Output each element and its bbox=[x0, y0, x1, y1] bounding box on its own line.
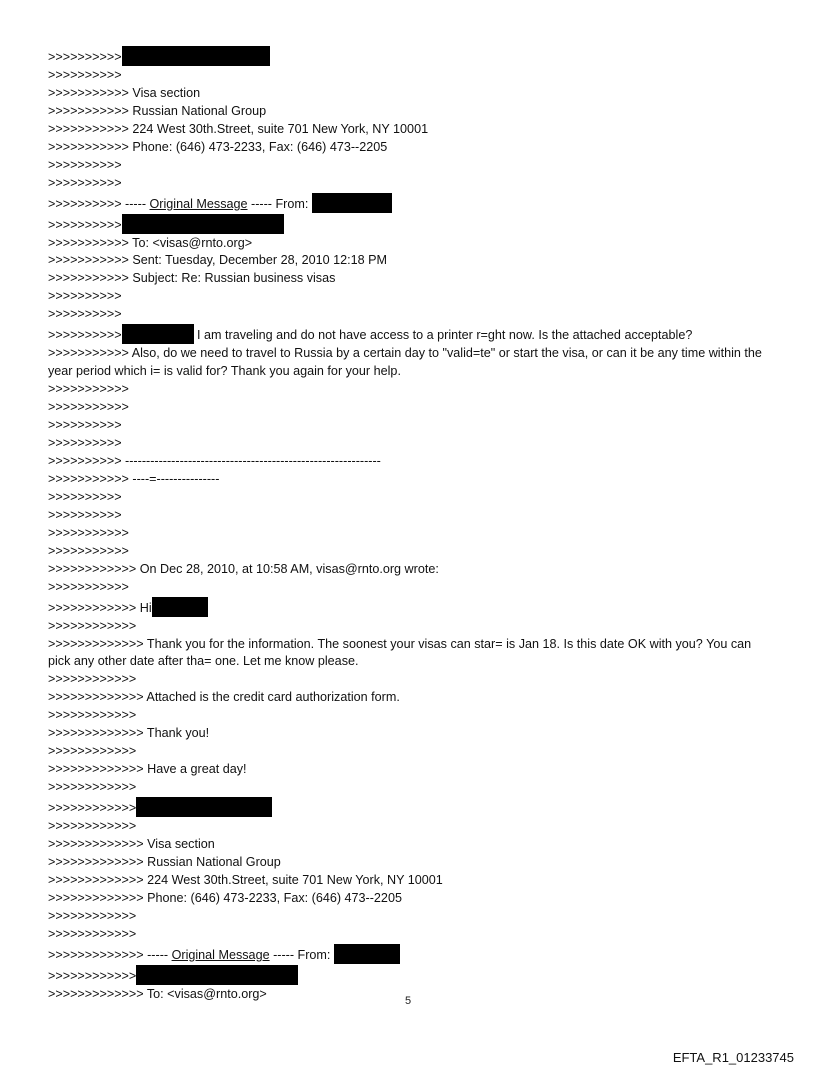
email-line: >>>>>>>>>>>> bbox=[48, 908, 137, 923]
original-message-label: Original Message bbox=[149, 196, 248, 211]
email-line bbox=[48, 944, 768, 965]
email-line bbox=[48, 46, 768, 67]
email-line: >>>>>>>>>>>>> Thank you for the information. The soonest your visas can star= is Jan 18. Is this date OK with you? You can pick any other date after tha= one. Let me know please. bbox=[48, 636, 752, 669]
email-line: >>>>>>>>>>> Phone: (646) 473-2233, Fax: (646) 473--2205 bbox=[48, 139, 388, 154]
redaction-block bbox=[122, 214, 284, 234]
from-label: ----- From: bbox=[247, 196, 312, 211]
email-line: >>>>>>>>>>>>> Thank you! bbox=[48, 726, 210, 741]
email-body bbox=[48, 46, 768, 1004]
greeting: >>>>>>>>>>>> Hi bbox=[48, 600, 152, 615]
email-line bbox=[48, 324, 768, 345]
redaction-block bbox=[136, 965, 298, 985]
email-line: >>>>>>>>>>>>> To: <visas@rnto.org> bbox=[48, 986, 267, 1001]
quote-marker: >>>>>>>>>>>> bbox=[48, 801, 137, 816]
email-line: >>>>>>>>>>> ----=--------------- bbox=[48, 471, 220, 486]
original-message-label: Original Message bbox=[171, 947, 270, 962]
quote-marker: >>>>>>>>>>>> bbox=[48, 968, 137, 983]
email-line: >>>>>>>>>>> bbox=[48, 400, 129, 415]
redaction-block bbox=[136, 797, 272, 817]
email-line: >>>>>>>>>>>>> Phone: (646) 473-2233, Fax: (646) 473--2205 bbox=[48, 890, 402, 905]
email-line: >>>>>>>>>>>>> Attached is the credit card authorization form. bbox=[48, 690, 400, 705]
email-line: >>>>>>>>>> bbox=[48, 157, 122, 172]
email-line: >>>>>>>>>>>> bbox=[48, 926, 137, 941]
email-line bbox=[48, 214, 768, 235]
document-id: EFTA_R1_01233745 bbox=[672, 1050, 794, 1065]
email-line bbox=[48, 797, 768, 818]
email-line: >>>>>>>>>>>>> Have a great day! bbox=[48, 762, 247, 777]
email-line: >>>>>>>>>>>> bbox=[48, 819, 137, 834]
email-line: >>>>>>>>>>> bbox=[48, 579, 129, 594]
email-line: >>>>>>>>>>>> bbox=[48, 708, 137, 723]
email-line: >>>>>>>>>>>> On Dec 28, 2010, at 10:58 AM, visas@rnto.org wrote: bbox=[48, 561, 439, 576]
email-line: >>>>>>>>>>>> bbox=[48, 618, 137, 633]
email-line: >>>>>>>>>>> To: <visas@rnto.org> bbox=[48, 235, 253, 250]
email-text: I am traveling and do not have access to a printer r=ght now. Is the attached acceptable? bbox=[193, 328, 693, 343]
email-line bbox=[48, 965, 768, 986]
email-line: >>>>>>>>>> bbox=[48, 67, 122, 82]
from-label: ----- From: bbox=[269, 947, 334, 962]
email-line: >>>>>>>>>>>> bbox=[48, 744, 137, 759]
email-line: >>>>>>>>>>>>> Visa section bbox=[48, 836, 215, 851]
email-line: >>>>>>>>>> bbox=[48, 507, 122, 522]
page-number: 5 bbox=[404, 995, 412, 1007]
quote-marker: >>>>>>>>>> bbox=[48, 50, 122, 64]
email-line: >>>>>>>>>>> bbox=[48, 543, 129, 558]
redaction-block bbox=[312, 193, 392, 213]
email-line: >>>>>>>>>> bbox=[48, 436, 122, 451]
email-line: >>>>>>>>>>> Subject: Re: Russian business visas bbox=[48, 271, 336, 286]
email-line: >>>>>>>>>>>> bbox=[48, 780, 137, 795]
email-line: >>>>>>>>>> ------------------------------------------------------------- bbox=[48, 453, 381, 468]
email-line: >>>>>>>>>>> Russian National Group bbox=[48, 103, 267, 118]
email-line: >>>>>>>>>> bbox=[48, 289, 122, 304]
email-line: >>>>>>>>>>>> bbox=[48, 672, 137, 687]
email-line: >>>>>>>>>>>>> 224 West 30th.Street, suite 701 New York, NY 10001 bbox=[48, 872, 443, 887]
redaction-block bbox=[122, 46, 270, 66]
email-line: >>>>>>>>>> bbox=[48, 175, 122, 190]
email-line: >>>>>>>>>>> bbox=[48, 525, 129, 540]
email-line: >>>>>>>>>> bbox=[48, 489, 122, 504]
quote-marker: >>>>>>>>>> bbox=[48, 217, 122, 232]
email-line: >>>>>>>>>>>>> Russian National Group bbox=[48, 854, 281, 869]
email-line bbox=[48, 597, 768, 618]
email-line: >>>>>>>>>> bbox=[48, 307, 122, 322]
redaction-block bbox=[334, 944, 400, 964]
email-line: >>>>>>>>>>> bbox=[48, 382, 129, 397]
email-line bbox=[48, 193, 768, 214]
email-line: >>>>>>>>>>> Sent: Tuesday, December 28, 2010 12:18 PM bbox=[48, 253, 387, 268]
quote-marker: >>>>>>>>>>>>> ----- bbox=[48, 947, 172, 962]
email-line: >>>>>>>>>>> Visa section bbox=[48, 85, 201, 100]
email-line: >>>>>>>>>> bbox=[48, 418, 122, 433]
redaction-block bbox=[152, 597, 208, 617]
quote-marker: >>>>>>>>>> ----- bbox=[48, 196, 150, 211]
email-line: >>>>>>>>>>> Also, do we need to travel to Russia by a certain day to "valid=te" or start the visa, or can it be any time within the year period which i= is valid for? Thank you again for your help. bbox=[48, 346, 762, 379]
quote-marker: >>>>>>>>>> bbox=[48, 328, 122, 343]
email-line: >>>>>>>>>>> 224 West 30th.Street, suite 701 New York, NY 10001 bbox=[48, 121, 429, 136]
redaction-block bbox=[122, 324, 194, 344]
